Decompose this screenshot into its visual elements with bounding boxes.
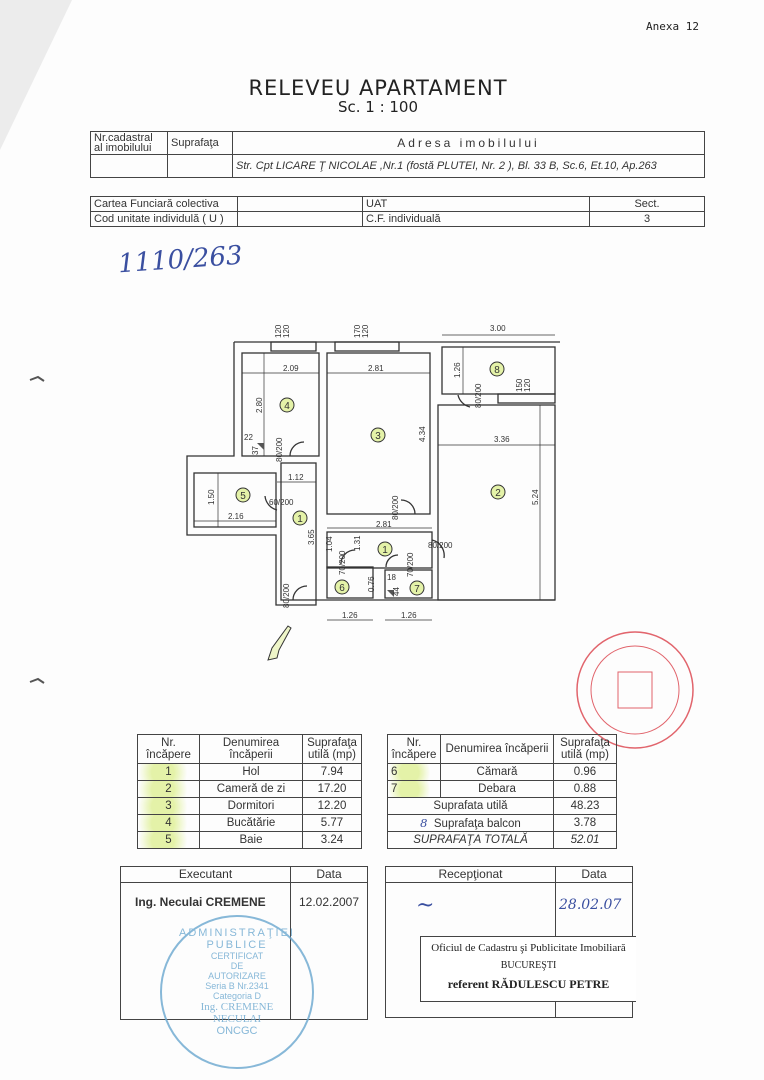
cf-colectiva-label: Cartea Funciară colectiva — [91, 197, 238, 212]
svg-text:0.76: 0.76 — [367, 576, 376, 592]
svg-text:5.24: 5.24 — [531, 489, 540, 505]
col-area: Suprafaţa utilă (mp) — [554, 735, 617, 764]
svg-text:120: 120 — [523, 378, 532, 392]
receptionat-header: Recepţionat — [386, 867, 556, 883]
svg-text:5: 5 — [240, 491, 246, 502]
signature: ~ — [416, 893, 435, 918]
annex-label: Anexa 12 — [646, 20, 699, 33]
svg-text:70/200: 70/200 — [338, 550, 347, 575]
col-name: Denumirea încăperii — [441, 735, 554, 764]
nr-cadastral-header: Nr.cadastral al imobilului — [91, 132, 168, 155]
svg-text:2.16: 2.16 — [228, 512, 244, 521]
sect-label: Sect. — [590, 197, 705, 212]
scale-label: Sc. 1 : 100 — [337, 98, 419, 116]
svg-text:170: 170 — [353, 324, 362, 338]
data-header: Data — [291, 867, 368, 883]
table-row: 2 Cameră de zi 17.20 — [138, 781, 362, 798]
svg-text:80/200: 80/200 — [428, 541, 453, 550]
data-header: Data — [556, 867, 633, 883]
svg-text:1.26: 1.26 — [342, 611, 358, 620]
svg-text:1.04: 1.04 — [325, 536, 334, 552]
svg-text:80/200: 80/200 — [282, 583, 291, 608]
svg-text:1.50: 1.50 — [207, 489, 216, 505]
svg-text:1.26: 1.26 — [401, 611, 417, 620]
svg-text:1.26: 1.26 — [453, 362, 462, 378]
useful-area-row: Suprafata utilă 48.23 — [388, 798, 617, 815]
svg-text:80/200: 80/200 — [391, 495, 400, 520]
rooms-table-right — [387, 734, 617, 849]
table-row: 3 Dormitori 12.20 — [138, 798, 362, 815]
svg-text:2.09: 2.09 — [283, 364, 299, 373]
svg-text:2.81: 2.81 — [376, 520, 392, 529]
col-nr: Nr. încăpere — [138, 735, 200, 764]
sect-value: 3 — [590, 212, 705, 227]
svg-text:120: 120 — [274, 324, 283, 338]
executant-header: Executant — [121, 867, 291, 883]
svg-text:70/200: 70/200 — [406, 552, 415, 577]
svg-text:4.34: 4.34 — [418, 426, 427, 442]
svg-text:2.81: 2.81 — [368, 364, 384, 373]
receptionat-date: 28.02.07 — [556, 883, 633, 1018]
svg-text:22: 22 — [244, 433, 253, 442]
svg-text:18: 18 — [387, 573, 396, 582]
col-area: Suprafaţa utilă (mp) — [303, 735, 362, 764]
blue-stamp: ADMINISTRAŢIEI PUBLICE CERTIFICAT DE AUTORIZARE Seria B Nr.2341 Categoria D Ing. CREMENE NECULAI ONCGC — [160, 915, 314, 1069]
balcony-row: 8 Suprafaţa balcon 3.78 — [388, 815, 617, 832]
svg-text:2.80: 2.80 — [255, 397, 264, 413]
svg-text:1: 1 — [297, 514, 303, 525]
svg-text:8: 8 — [494, 365, 500, 376]
table-row: 4 Bucătărie 5.77 — [138, 815, 362, 832]
address-header: Adresa imobilului — [233, 132, 705, 155]
executant-name: Ing. Neculai CREMENE — [121, 883, 291, 1020]
address-value: Str. Cpt LICARE Ţ NICOLAE ,Nr.1 (fostă PLUTEI, Nr. 2 ), Bl. 33 B, Sc.6, Et.10, Ap.263 — [233, 155, 705, 178]
page-title: RELEVEU APARTAMENT — [248, 76, 508, 100]
svg-text:4: 4 — [284, 401, 290, 412]
executant-date: 12.02.2007 — [291, 883, 368, 1020]
col-nr: Nr. încăpere — [388, 735, 441, 764]
svg-text:7: 7 — [414, 584, 420, 595]
svg-text:3.00: 3.00 — [490, 324, 506, 333]
svg-text:120: 120 — [361, 324, 370, 338]
svg-text:1.31: 1.31 — [353, 535, 362, 551]
suprafata-header: Suprafaţa — [168, 132, 233, 155]
svg-text:6: 6 — [339, 583, 345, 594]
svg-text:2: 2 — [495, 488, 501, 499]
table-row: 1 Hol 7.94 — [138, 764, 362, 781]
svg-text:3.36: 3.36 — [494, 435, 510, 444]
cod-unitate-label: Cod unitate individulă ( U ) — [91, 212, 238, 227]
svg-text:120: 120 — [282, 324, 291, 338]
table-row: 7 Debara 0.88 — [388, 781, 617, 798]
svg-text:3: 3 — [375, 431, 381, 442]
table-row: 6 Cămară 0.96 — [388, 764, 617, 781]
rooms-table-left — [137, 734, 362, 849]
svg-text:60/200: 60/200 — [269, 498, 294, 507]
handwritten-number: 1110/263 — [117, 240, 244, 280]
svg-text:80/200: 80/200 — [275, 437, 284, 462]
svg-text:44: 44 — [392, 587, 401, 596]
svg-text:1.12: 1.12 — [288, 473, 304, 482]
entrance-hand-icon — [268, 626, 291, 660]
cf-individuala-label: C.F. individuală — [363, 212, 590, 227]
ocpi-stamp: Oficiul de Cadastru şi Publicitate Imobiliară BUCUREŞTI referent RĂDULESCU PETRE — [420, 936, 636, 1002]
svg-text:3.65: 3.65 — [307, 529, 316, 545]
table-row: 5 Baie 3.24 — [138, 832, 362, 849]
svg-text:80/200: 80/200 — [474, 383, 483, 408]
svg-text:150: 150 — [515, 378, 524, 392]
red-stamp — [577, 632, 693, 748]
col-name: Denumirea încăperii — [200, 735, 303, 764]
uat-label: UAT — [363, 197, 590, 212]
svg-text:37: 37 — [251, 446, 260, 455]
total-area-row: SUPRAFAŢA TOTALĂ 52.01 — [388, 832, 617, 849]
svg-text:1: 1 — [382, 545, 388, 556]
